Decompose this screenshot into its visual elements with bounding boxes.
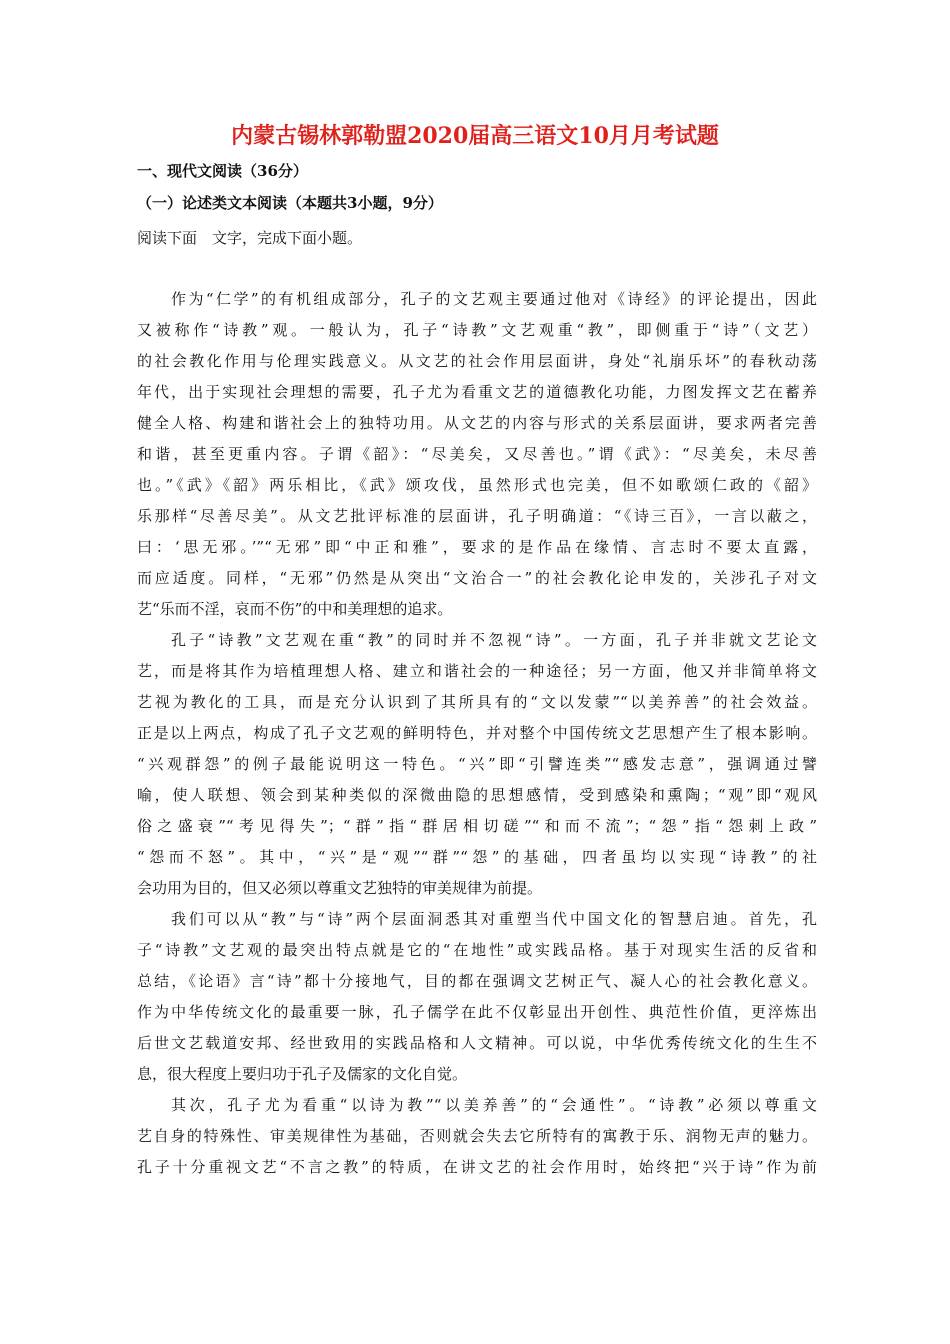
text-line: 乐那样“尽善尽美”。从文艺批评标准的层面讲，孔子明确道：“《诗三百》，一言以蔽之， <box>137 507 817 525</box>
text-line: 艺自身的特殊性、审美规律性为基础，否则就会失去它所特有的寓教于乐、润物无声的魅力。 <box>137 1127 817 1145</box>
text-line: 会功用为目的，但又必须以尊重文艺独特的审美规律为前提。 <box>137 879 543 897</box>
text-line: 孔子十分重视文艺“不言之教”的特质，在讲文艺的社会作用时，始终把“兴于诗”作为前 <box>137 1158 817 1176</box>
text-line: 总结，《论语》言“诗”都十分接地气，目的都在强调文艺树正气、凝人心的社会教化意义。 <box>137 972 817 990</box>
text-line: 健全人格、构建和谐社会上的独特功用。从文艺的内容与形式的关系层面讲，要求两者完善 <box>137 414 817 432</box>
section-heading: 一、现代文阅读（36分） <box>137 162 308 180</box>
text-line: 也。”《武》《韶》两乐相比，《武》颂攻伐，虽然形式也完美，但不如歌颂仁政的《韶》 <box>137 476 817 494</box>
text-line: 作为中华传统文化的最重要一脉，孔子儒学在此不仅彰显出开创性、典范性价值，更淬炼出 <box>137 1003 817 1021</box>
text-line: 曰：‘思无邪。’”“无邪”即“中正和雅”，要求的是作品在缘情、言志时不要太直露， <box>137 538 817 556</box>
text-line: 我们可以从“教”与“诗”两个层面洞悉其对重塑当代中国文化的智慧启迪。首先，孔 <box>171 910 817 928</box>
text-line: 其次，孔子尤为看重“以诗为教”“以美养善”的“会通性”。“诗教”必须以尊重文 <box>171 1096 817 1114</box>
text-line: 息，很大程度上要归功于孔子及儒家的文化自觉。 <box>137 1065 468 1083</box>
text-line: 后世文艺载道安邦、经世致用的实践品格和人文精神。可以说，中华优秀传统文化的生生不 <box>137 1034 817 1052</box>
document-title: 内蒙古锡林郭勒盟2020届高三语文10月月考试题 <box>231 123 719 149</box>
text-line: 又被称作“诗教”观。一般认为，孔子“诗教”文艺观重“教”，即侧重于“诗”（文艺） <box>137 321 817 339</box>
text-line: 俗之盛衰”“考见得失”；“群”指“群居相切磋”“和而不流”；“怨”指“怨刺上政” <box>137 817 817 835</box>
text-line: 子“诗教”文艺观的最突出特点就是它的“在地性”或实践品格。基于对现实生活的反省和 <box>137 941 817 959</box>
text-line: 艺“乐而不淫，哀而不伤”的中和美理想的追求。 <box>137 600 453 618</box>
text-line: 喻，使人联想、领会到某种类似的深微曲隐的思想感情，受到感染和熏陶；“观”即“观风 <box>137 786 817 804</box>
text-line: 正是以上两点，构成了孔子文艺观的鲜明特色，并对整个中国传统文艺思想产生了根本影响。 <box>137 724 817 742</box>
text-line: 的社会教化作用与伦理实践意义。从文艺的社会作用层面讲，身处“礼崩乐坏”的春秋动荡 <box>137 352 817 370</box>
text-line: 年代，出于实现社会理想的需要，孔子尤为看重文艺的道德教化功能，力图发挥文艺在蓄养 <box>137 383 817 401</box>
text-line: 而应适度。同样，“无邪”仍然是从突出“文治合一”的社会教化论申发的，关涉孔子对文 <box>137 569 817 587</box>
text-line: “怨而不怒”。其中，“兴”是“观”“群”“怨”的基础，四者虽均以实现“诗教”的社 <box>137 848 817 866</box>
text-line: 和谐，甚至更重内容。子谓《韶》：“尽美矣，又尽善也。”谓《武》：“尽美矣，未尽善 <box>137 445 817 463</box>
text-line: 作为“仁学”的有机组成部分，孔子的文艺观主要通过他对《诗经》的评论提出，因此 <box>171 290 817 308</box>
reading-instruction: 阅读下面 文字，完成下面小题。 <box>137 229 363 247</box>
subsection-heading: （一）论述类文本阅读（本题共3小题，9分） <box>137 194 443 212</box>
text-line: “兴观群怨”的例子最能说明这一特色。“兴”即“引譬连类”“感发志意”，强调通过譬 <box>137 755 817 773</box>
text-line: 艺视为教化的工具，而是充分认识到了其所具有的“文以发蒙”“以美养善”的社会效益。 <box>137 693 817 711</box>
text-line: 艺，而是将其作为培植理想人格、建立和谐社会的一种途径；另一方面，他又并非简单将文 <box>137 662 817 680</box>
text-line: 孔子“诗教”文艺观在重“教”的同时并不忽视“诗”。一方面，孔子并非就文艺论文 <box>171 631 817 649</box>
